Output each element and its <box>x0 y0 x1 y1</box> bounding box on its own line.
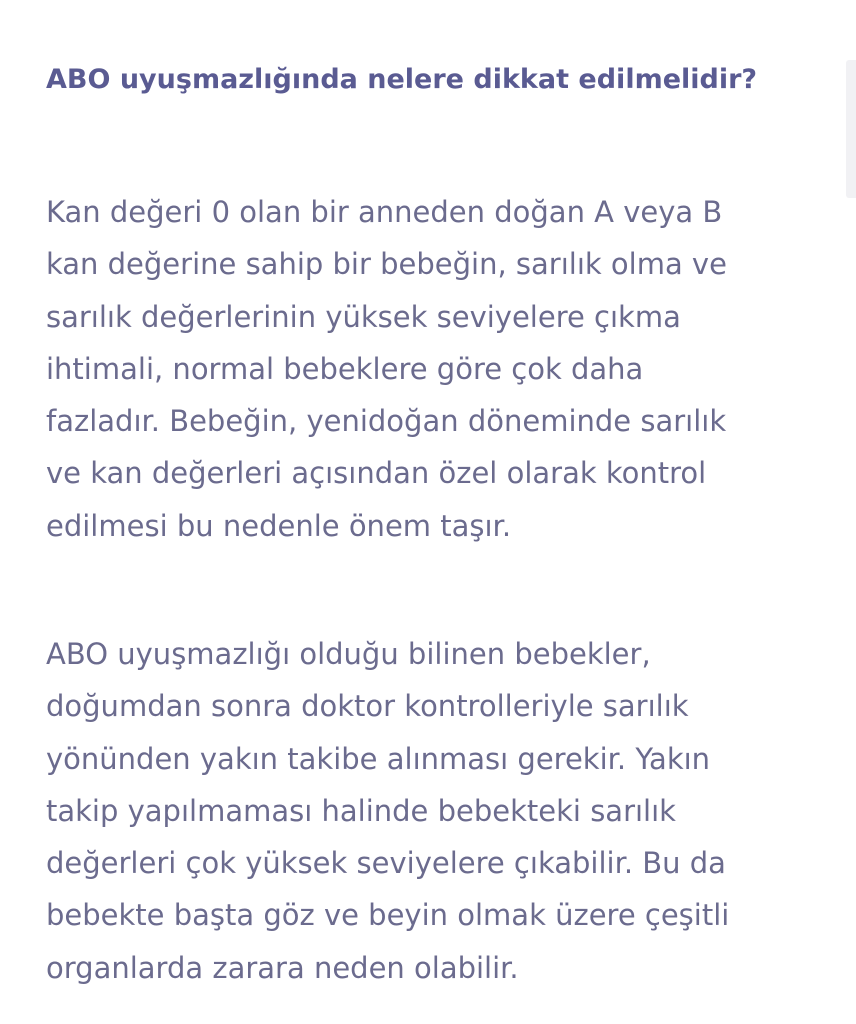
paragraph-line: ABO uyuşmazlığı olduğu bilinen bebekler, <box>46 637 651 671</box>
article-paragraph-2 <box>46 628 836 994</box>
paragraph-line: ihtimali, normal bebeklere göre çok daha <box>46 351 644 386</box>
article-paragraph-1 <box>46 186 836 552</box>
paragraph-line: sarılık değerlerinin yüksek seviyelere çıkma <box>46 299 681 334</box>
paragraph-line: fazladır. Bebeğin, yenidoğan döneminde sarılık <box>46 404 727 439</box>
article-heading: ABO uyuşmazlığında nelere dikkat edilmelidir? <box>46 64 758 95</box>
paragraph-line: kan değerine sahip bir bebeğin, sarılık olma ve <box>46 247 727 282</box>
paragraph-line: yönünden yakın takibe alınması gerekir. Yakın <box>46 741 711 776</box>
paragraph-line: doğumdan sonra doktor kontrolleriyle sarılık <box>46 689 689 724</box>
paragraph-line: bebekte başta göz ve beyin olmak üzere çeşitli <box>46 898 730 933</box>
scrollbar[interactable] <box>846 60 856 198</box>
paragraph-line: takip yapılmaması halinde bebekteki sarılık <box>46 793 676 828</box>
paragraph-line: organlarda zarara neden olabilir. <box>46 950 519 985</box>
paragraph-line: Kan değeri 0 olan bir anneden doğan A veya B <box>46 195 723 229</box>
paragraph-line: ve kan değerleri açısından özel olarak kontrol <box>46 456 707 491</box>
paragraph-line: değerleri çok yüksek seviyelere çıkabilir. Bu da <box>46 846 726 881</box>
paragraph-line: edilmesi bu nedenle önem taşır. <box>46 508 512 543</box>
